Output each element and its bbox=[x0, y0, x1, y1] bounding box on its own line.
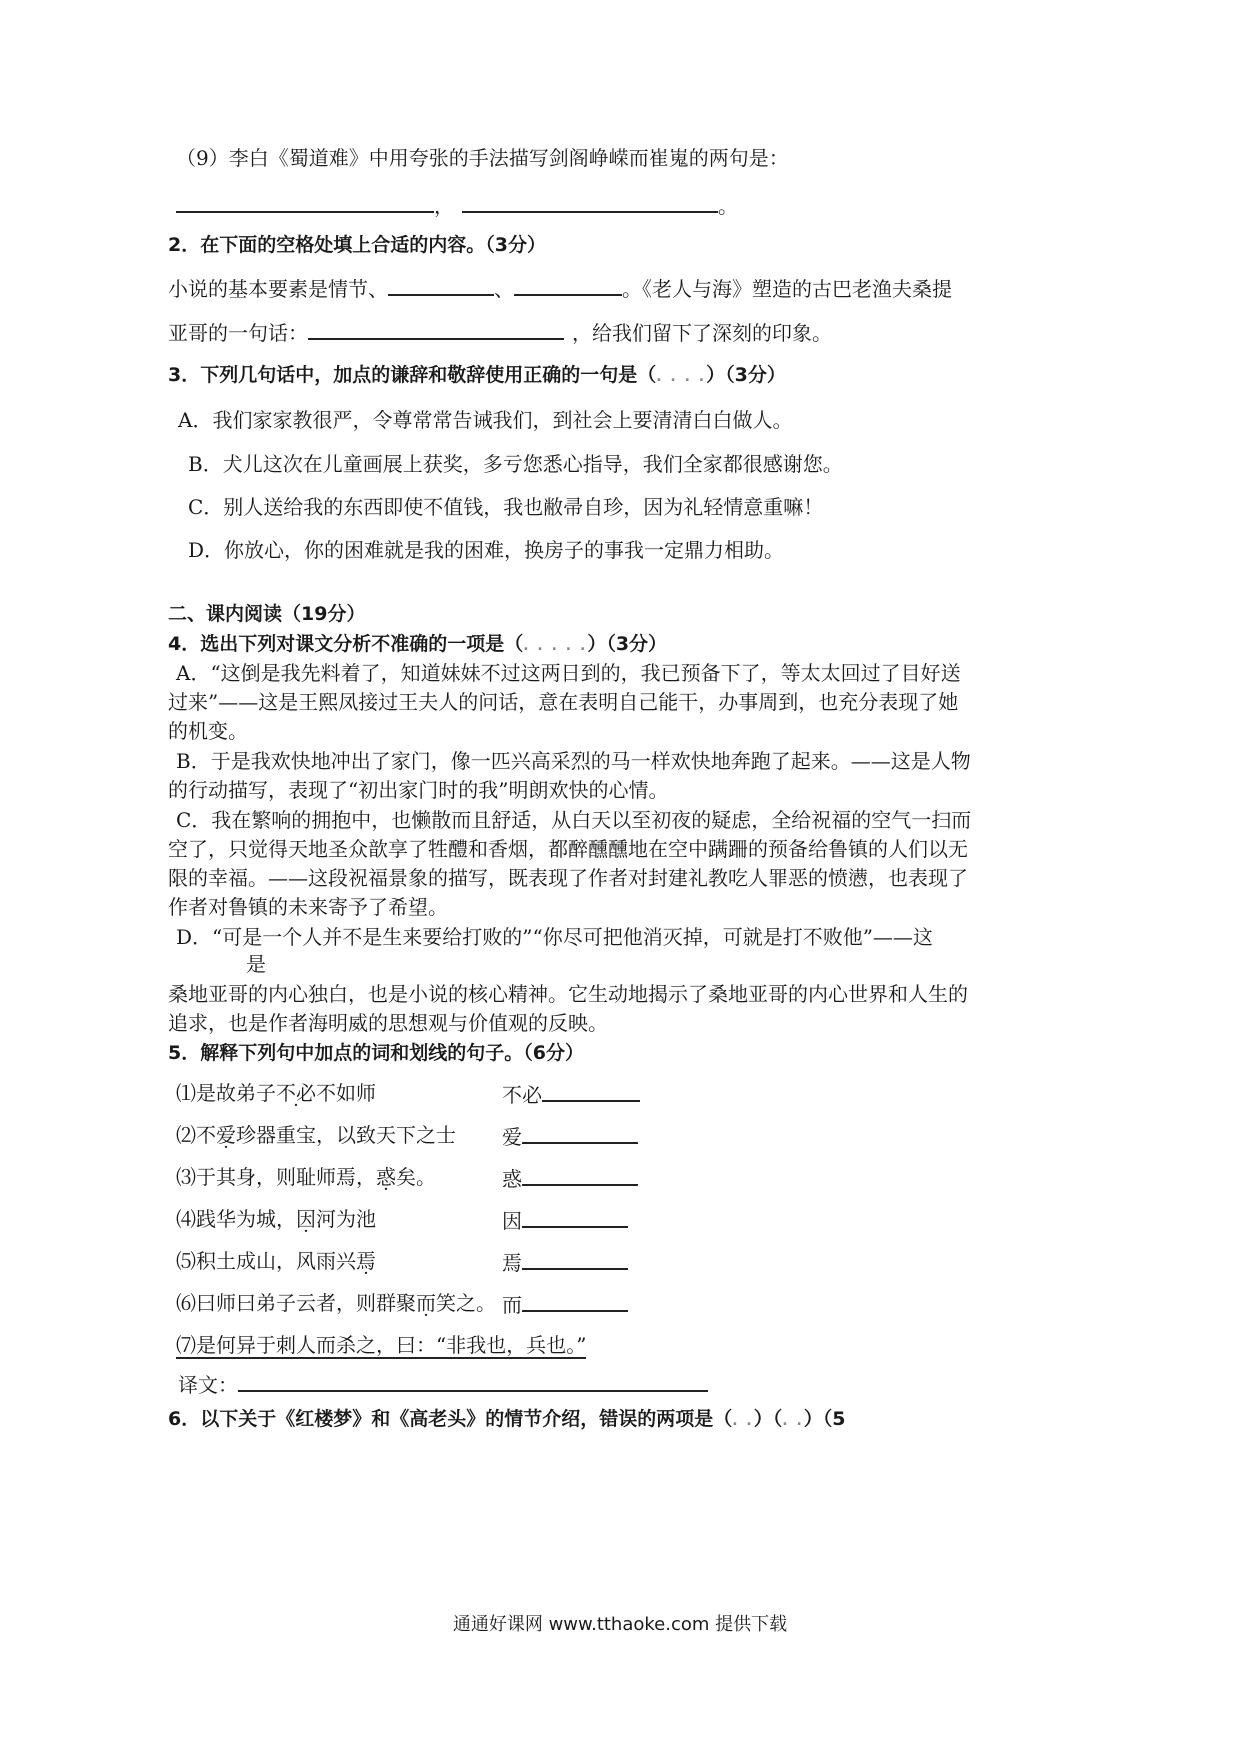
q5-translation bbox=[178, 1370, 708, 1398]
answer-blank[interactable] bbox=[522, 1164, 638, 1186]
q2-line-2 bbox=[168, 318, 832, 346]
q5-text: 矣。 bbox=[396, 1165, 436, 1189]
answer-blank[interactable] bbox=[514, 274, 622, 296]
q3-option-c: C．别人送给我的东西即使不值钱，我也敝帚自珍，因为礼轻情意重嘛！ bbox=[188, 495, 824, 519]
q4-option-b-line: B．于是我欢快地冲出了家门，像一匹兴高采烈的马一样欢快地奔跑了起来。——这是人物 bbox=[176, 749, 971, 773]
q4-option-c-line: 空了，只觉得天地圣众歆享了牲醴和香烟，都醉醺醺地在空中蹒跚的预备给鲁镇的人们以无 bbox=[168, 837, 968, 861]
q5-answer-5 bbox=[502, 1248, 628, 1276]
q2-text: ，给我们留下了深刻的印象。 bbox=[572, 321, 832, 345]
dotted-word: 焉 bbox=[356, 1249, 376, 1273]
q5-item-5 bbox=[176, 1248, 376, 1274]
q5-item-2 bbox=[176, 1122, 456, 1148]
q5-text: 河为池 bbox=[316, 1207, 376, 1231]
q3-heading bbox=[168, 362, 786, 390]
q4-option-c-line: C．我在繁响的拥抱中，也懒散而且舒适，从白天以至初夜的疑虑，全给祝福的空气一扫而 bbox=[176, 808, 972, 832]
q4-heading-score: ）（3分） bbox=[587, 633, 668, 655]
q5-answer-4 bbox=[502, 1206, 628, 1234]
q4-option-b-line: 的行动描写，表现了“初出家门时的我”明朗欢快的心情。 bbox=[168, 778, 669, 802]
answer-paren[interactable]: . . . . bbox=[656, 369, 707, 385]
q5-text: 不如师 bbox=[316, 1081, 376, 1105]
q5-answer-word: 因 bbox=[502, 1209, 522, 1233]
q6-heading-sep: ）（ bbox=[753, 1408, 783, 1430]
separator: 、 bbox=[494, 277, 514, 301]
q5-text: ⑴是故弟子 bbox=[176, 1081, 276, 1105]
q1-item-9-blanks bbox=[176, 191, 738, 219]
answer-paren[interactable]: . . bbox=[732, 1413, 754, 1429]
dotted-word: 爱 bbox=[216, 1123, 236, 1147]
q2-text: 亚哥的一句话： bbox=[168, 321, 308, 345]
q5-heading: 5．解释下列句中加点的词和划线的句子。（6分） bbox=[168, 1042, 584, 1064]
q1-item-9: （9）李白《蜀道难》中用夸张的手法描写剑阁峥嵘而崔嵬的两句是： bbox=[176, 146, 789, 170]
q5-text: ⑹曰师曰弟子云者，则群聚 bbox=[176, 1291, 416, 1315]
q4-option-d-line: 是 bbox=[246, 952, 266, 976]
answer-blank[interactable] bbox=[176, 191, 434, 213]
translation-blank[interactable] bbox=[238, 1370, 708, 1392]
q6-heading bbox=[168, 1406, 846, 1434]
q3-option-d: D．你放心，你的困难就是我的困难，换房子的事我一定鼎力相助。 bbox=[188, 538, 785, 562]
q5-text: 珍器重宝，以致天下之士 bbox=[236, 1123, 456, 1147]
dotted-word: 因 bbox=[296, 1207, 316, 1231]
q3-heading-score: ）（3分） bbox=[706, 364, 786, 386]
q4-option-a-line: A．“这倒是我先料着了，知道妹妹不过这两日到的，我已预备下了，等太太回过了目好送 bbox=[176, 661, 961, 685]
q5-text: 笑之。 bbox=[436, 1291, 496, 1315]
answer-paren[interactable]: . . . . . bbox=[523, 638, 588, 654]
q4-heading-text: 4．选出下列对课文分析不准确的一项是（ bbox=[168, 633, 524, 655]
q5-text: ⑵不 bbox=[176, 1123, 216, 1147]
q5-answer-1 bbox=[502, 1080, 640, 1108]
q5-answer-word: 惑 bbox=[502, 1167, 522, 1191]
q3-heading-text: 3．下列几句话中，加点的谦辞和敬辞使用正确的一句是（ bbox=[168, 364, 657, 386]
answer-blank[interactable] bbox=[522, 1206, 628, 1228]
q5-answer-word: 焉 bbox=[502, 1251, 522, 1275]
q3-option-a: A．我们家家教很严，令尊常常告诫我们，到社会上要清清白白做人。 bbox=[178, 408, 793, 432]
q2-line-1 bbox=[168, 274, 952, 302]
q4-option-c-line: 限的幸福。——这段祝福景象的描写，既表现了作者对封建礼教吃人罪恶的愤懑，也表现了 bbox=[168, 866, 968, 890]
page-footer: 通通好课网 www.tthaoke.com 提供下载 bbox=[452, 1614, 788, 1635]
q4-option-d-line: D．“可是一个人并不是生来要给打败的”“你尽可把他消灭掉，可就是打不败他”——这 bbox=[176, 925, 933, 949]
answer-blank[interactable] bbox=[542, 1080, 640, 1102]
separator: ， bbox=[434, 194, 454, 218]
q3-option-b: B．犬儿这次在儿童画展上获奖，多亏您悉心指导，我们全家都很感谢您。 bbox=[188, 452, 843, 476]
q5-text: ⑶于其身，则耻师焉， bbox=[176, 1165, 376, 1189]
q5-answer-2 bbox=[502, 1122, 638, 1150]
q5-item-4 bbox=[176, 1206, 376, 1232]
underlined-sentence: ⑺是何异于刺人而杀之，曰：“非我也，兵也。” bbox=[176, 1333, 587, 1357]
q5-item-6 bbox=[176, 1290, 496, 1316]
q5-answer-word: 爱 bbox=[502, 1125, 522, 1149]
q5-answer-word: 不必 bbox=[502, 1083, 542, 1107]
dotted-word: 不必 bbox=[276, 1081, 316, 1105]
section-2-heading: 二、课内阅读（19分） bbox=[168, 603, 366, 625]
answer-blank[interactable] bbox=[388, 274, 494, 296]
q4-option-a-line: 过来”——这是王熙凤接过王夫人的问话，意在表明自己能干，办事周到，也充分表现了她 bbox=[168, 690, 959, 714]
period: 。 bbox=[718, 194, 738, 218]
q4-option-d-line: 追求，也是作者海明威的思想观与价值观的反映。 bbox=[168, 1011, 608, 1035]
q4-option-d-line: 桑地亚哥的内心独白，也是小说的核心精神。它生动地揭示了桑地亚哥的内心世界和人生的 bbox=[168, 982, 968, 1006]
q2-text: 。《老人与海》塑造的古巴老渔夫桑提 bbox=[622, 277, 952, 301]
q2-text: 小说的基本要素是情节、 bbox=[168, 277, 388, 301]
q5-text: ⑷践华为城， bbox=[176, 1207, 296, 1231]
answer-blank[interactable] bbox=[522, 1122, 638, 1144]
q4-option-c-line: 作者对鲁镇的未来寄予了希望。 bbox=[168, 895, 448, 919]
answer-paren[interactable]: . . bbox=[782, 1413, 804, 1429]
q5-text: ⑸积土成山，风雨兴 bbox=[176, 1249, 356, 1273]
answer-blank[interactable] bbox=[308, 318, 564, 340]
q5-answer-word: 而 bbox=[502, 1293, 522, 1317]
dotted-word: 而 bbox=[416, 1291, 436, 1315]
q4-option-a-line: 的机变。 bbox=[168, 719, 248, 743]
q5-item-1 bbox=[176, 1080, 376, 1106]
q5-answer-3 bbox=[502, 1164, 638, 1192]
q5-item-3 bbox=[176, 1164, 436, 1190]
dotted-word: 惑 bbox=[376, 1165, 396, 1189]
answer-blank[interactable] bbox=[522, 1248, 628, 1270]
answer-blank[interactable] bbox=[462, 191, 718, 213]
q4-heading bbox=[168, 631, 667, 659]
q5-answer-6 bbox=[502, 1290, 628, 1318]
answer-blank[interactable] bbox=[522, 1290, 628, 1312]
q6-heading-score: ）（5 bbox=[803, 1408, 846, 1430]
q6-heading-text: 6．以下关于《红楼梦》和《高老头》的情节介绍，错误的两项是（ bbox=[168, 1408, 733, 1430]
q2-heading: 2．在下面的空格处填上合适的内容。（3分） bbox=[168, 234, 546, 256]
q5-item-7 bbox=[176, 1332, 586, 1358]
translation-label: 译文： bbox=[178, 1373, 238, 1397]
